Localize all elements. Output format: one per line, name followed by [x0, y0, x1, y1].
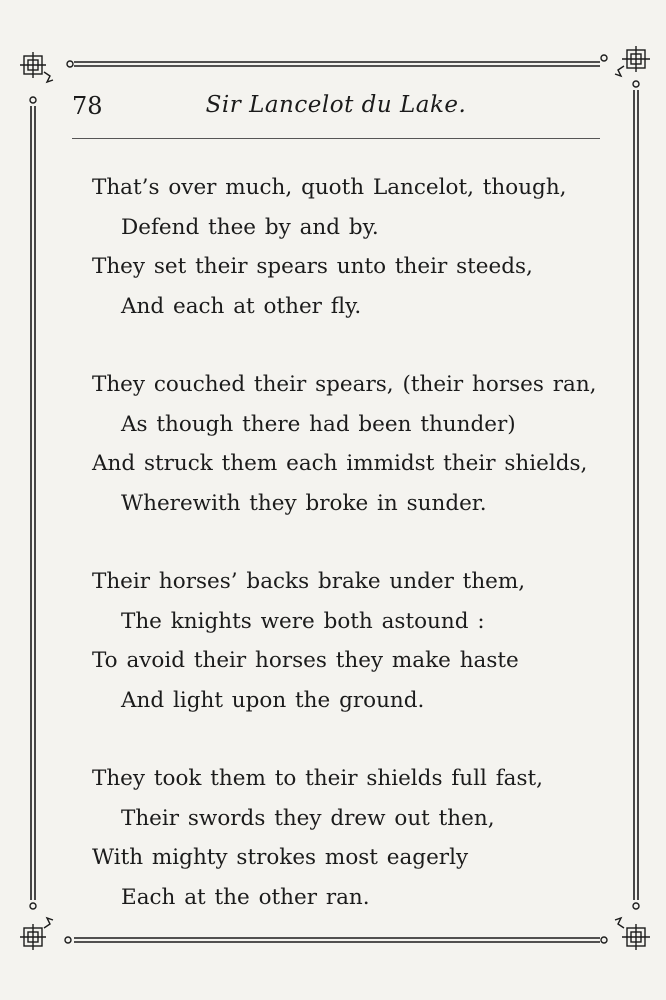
- stanza: [92, 365, 612, 523]
- corner-ornament-top-right: [601, 46, 650, 87]
- running-title: Sir Lancelot du Lake.: [205, 92, 467, 118]
- poem-line: And light upon the ground.: [121, 687, 425, 713]
- poem-line: As though there had been thunder): [121, 411, 516, 437]
- stanza: [92, 168, 612, 326]
- poem-line: They set their spears unto their steeds,: [92, 254, 533, 279]
- poem-line: The knights were both astound :: [121, 608, 485, 634]
- poem-line: They took them to their shields full fast,: [92, 766, 543, 791]
- poem-line: Wherewith they broke in sunder.: [121, 490, 487, 516]
- poem-body: [92, 168, 612, 956]
- poem-line: To avoid their horses they make haste: [92, 648, 519, 673]
- poem-line: With mighty strokes most eagerly: [92, 845, 469, 870]
- poem-line: And struck them each immidst their shields,: [92, 451, 588, 476]
- poem-line: And each at other fly.: [121, 293, 362, 319]
- page-number: 78: [72, 92, 103, 120]
- poem-line: They couched their spears, (their horses ran,: [92, 372, 597, 397]
- poem-line: Their swords they drew out then,: [121, 805, 495, 831]
- corner-ornament-bottom-left: [20, 903, 71, 950]
- stanza: [92, 759, 612, 917]
- corner-ornament-top-left: [20, 52, 73, 103]
- page-header: [72, 88, 600, 128]
- poem-line: That’s over much, quoth Lancelot, though,: [92, 175, 567, 200]
- poem-line: Defend thee by and by.: [121, 214, 379, 240]
- stanza: [92, 562, 612, 720]
- poem-line: Each at the other ran.: [121, 884, 370, 910]
- header-rule: [72, 138, 600, 139]
- poem-line: Their horses’ backs brake under them,: [92, 569, 526, 594]
